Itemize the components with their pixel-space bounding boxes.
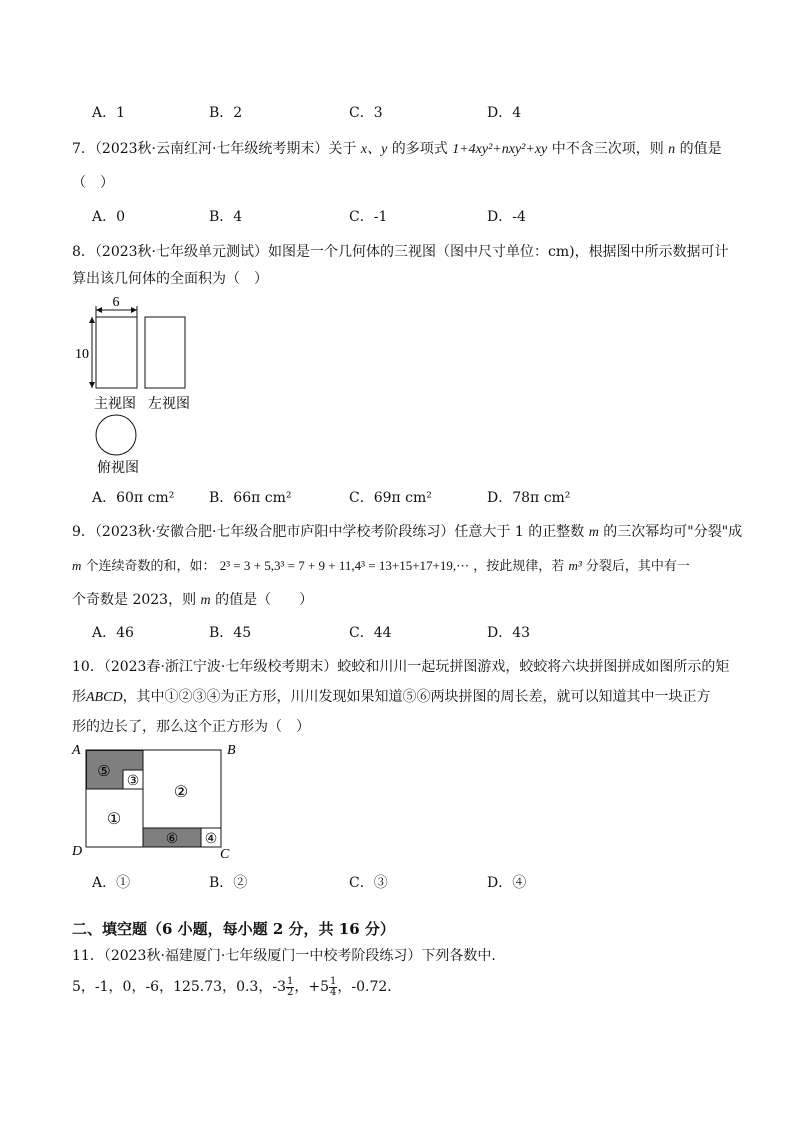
q9-option-c: C．44 (349, 625, 392, 641)
q6-option-b: B．2 (209, 105, 243, 121)
q8-left-view-rect (145, 317, 185, 388)
q10-line2-var: ABCD (86, 690, 123, 705)
q11-stem: 11．（2023秋·福建厦门·七年级厦门一中校考阶段练习）下列各数中. (72, 948, 496, 964)
q8-option-b: B．66π cm² (209, 490, 292, 506)
q8-dim-arrow-top (89, 317, 95, 323)
q11-numbers (72, 976, 401, 998)
q8-left-view-label: 左视图 (148, 397, 190, 412)
q9-stem-line1 (72, 521, 742, 541)
q9-option-d: D．43 (487, 625, 531, 641)
q8-option-a: A．60π cm² (92, 490, 175, 506)
q10-label-6: ⑥ (165, 832, 179, 847)
q9-line1-end: 的三次幂均可"分裂"成 (603, 524, 743, 540)
q10-label-1: ① (106, 811, 122, 828)
q10-label-3: ③ (126, 774, 140, 789)
q11-mixed1-whole: -3 (272, 979, 286, 995)
q9-option-a: A．46 (92, 625, 134, 641)
q7-middle: 的多项式 (391, 141, 448, 157)
q9-line2-b: ，按此规律，若 (473, 559, 565, 574)
q11-mixed1-den: 2 (286, 986, 294, 998)
q8-dim-arrow-bottom (89, 382, 95, 388)
q10-option-d: D．④ (487, 875, 527, 891)
q11-numbers-b: ，-0.72． (337, 979, 402, 995)
q7-stem (72, 138, 722, 158)
q9-line3-var: m (200, 593, 211, 608)
q8-front-view-label: 主视图 (94, 397, 136, 412)
q10-label-2: ② (173, 784, 189, 801)
q8-front-view-rect (96, 317, 137, 388)
q9-line2-var: m (72, 558, 82, 573)
q7-suffix: 中不含三次项，则 (551, 141, 664, 157)
q8-top-view-label: 俯视图 (97, 461, 139, 476)
q10-option-a: A．① (92, 875, 131, 891)
q7-option-b: B．4 (209, 209, 243, 225)
q9-line2-var2: m³ (568, 558, 582, 573)
q9-stem-line2 (72, 555, 690, 574)
q7-vars: x、y (360, 142, 388, 157)
q9-line2-a: 个连续奇数的和，如： (85, 559, 216, 574)
q7-var-n: n (668, 142, 676, 157)
q8-dim-arrow-left (96, 307, 102, 313)
q9-line3-a: 个奇数是 2023，则 (72, 592, 197, 608)
q10-line2-b: ，其中①②③④为正方形，川川发现如果知道⑤⑥两块拼图的周长差，就可以知道其中一块正方 (122, 689, 711, 705)
q8-dim-arrow-right (131, 307, 137, 313)
q7-end: 的值是 (679, 141, 722, 157)
q10-label-5: ⑤ (97, 764, 111, 780)
q10-stem-line3: 形的边长了，那么这个正方形为（ ） (72, 719, 310, 735)
q8-option-c: C．69π cm² (349, 490, 432, 506)
q7-polynomial: 1+4xy²+nxy²+xy (452, 142, 548, 157)
q11-numbers-a: 5，-1，0，-6，125.73，0.3， (72, 979, 273, 995)
q10-label-4: ④ (204, 832, 218, 847)
q11-mixed2-whole: +5 (308, 979, 329, 995)
q10-line2-a: 形 (72, 689, 86, 705)
q6-option-c: C．3 (349, 105, 383, 121)
q7-option-a: A．0 (92, 209, 126, 225)
q11-separator: ， (294, 979, 309, 995)
q9-stem-line3 (72, 589, 313, 609)
q8-dim-height-label: 10 (75, 347, 89, 362)
q10-rectangle-figure (68, 740, 248, 862)
q10-corner-a: A (72, 743, 81, 758)
q8-three-views-figure (70, 296, 200, 478)
q8-top-view-circle (96, 415, 136, 455)
q7-option-d: D．-4 (487, 209, 526, 225)
q8-option-d: D．78π cm² (487, 490, 571, 506)
section-2-title: 二、填空题（6 小题，每小题 2 分，共 16 分） (72, 920, 395, 938)
q9-formula: 2³ = 3 + 5,3³ = 7 + 9 + 11,4³ = 13+15+17+19,⋯ (219, 558, 470, 573)
q8-stem-line2: 算出该几何体的全面积为（ ） (72, 271, 268, 287)
q6-option-d: D．4 (487, 105, 522, 121)
q9-line1-text: 9．（2023秋·安徽合肥·七年级合肥市庐阳中学校考阶段练习）任意大于 1 的正整数 (72, 524, 585, 540)
q11-mixed2-den: 4 (330, 986, 337, 998)
q11-mixed2-num: 1 (330, 975, 337, 987)
q10-corner-b: B (227, 743, 236, 758)
q10-option-b: B．② (209, 875, 248, 891)
q7-blank: （ ） (72, 175, 114, 191)
q6-option-a: A．1 (92, 105, 126, 121)
q7-prefix: 7．（2023秋·云南红河·七年级统考期末）关于 (72, 141, 357, 157)
q9-line1-var: m (588, 525, 599, 540)
q9-line3-b: 的值是（ ） (215, 592, 314, 608)
q10-stem-line1: 10．（2023春·浙江宁波·七年级校考期末）蛟蛟和川川一起玩拼图游戏，蛟蛟将六块拼图拼成如图所示的矩 (72, 659, 730, 675)
q10-corner-d: D (72, 844, 83, 859)
q8-stem-line1: 8．（2023秋·七年级单元测试）如图是一个几何体的三视图（图中尺寸单位：cm)，根据图中所示数据可计 (72, 244, 729, 260)
q9-option-b: B．45 (209, 625, 252, 641)
q10-stem-line2 (72, 686, 711, 706)
q9-line2-c: 分裂后，其中有一 (585, 559, 690, 574)
q8-dim-width-label: 6 (112, 296, 120, 310)
q10-option-c: C．③ (349, 875, 388, 891)
q11-mixed1-num: 1 (286, 975, 294, 987)
q7-option-c: C．-1 (349, 209, 388, 225)
q10-corner-c: C (220, 847, 230, 862)
